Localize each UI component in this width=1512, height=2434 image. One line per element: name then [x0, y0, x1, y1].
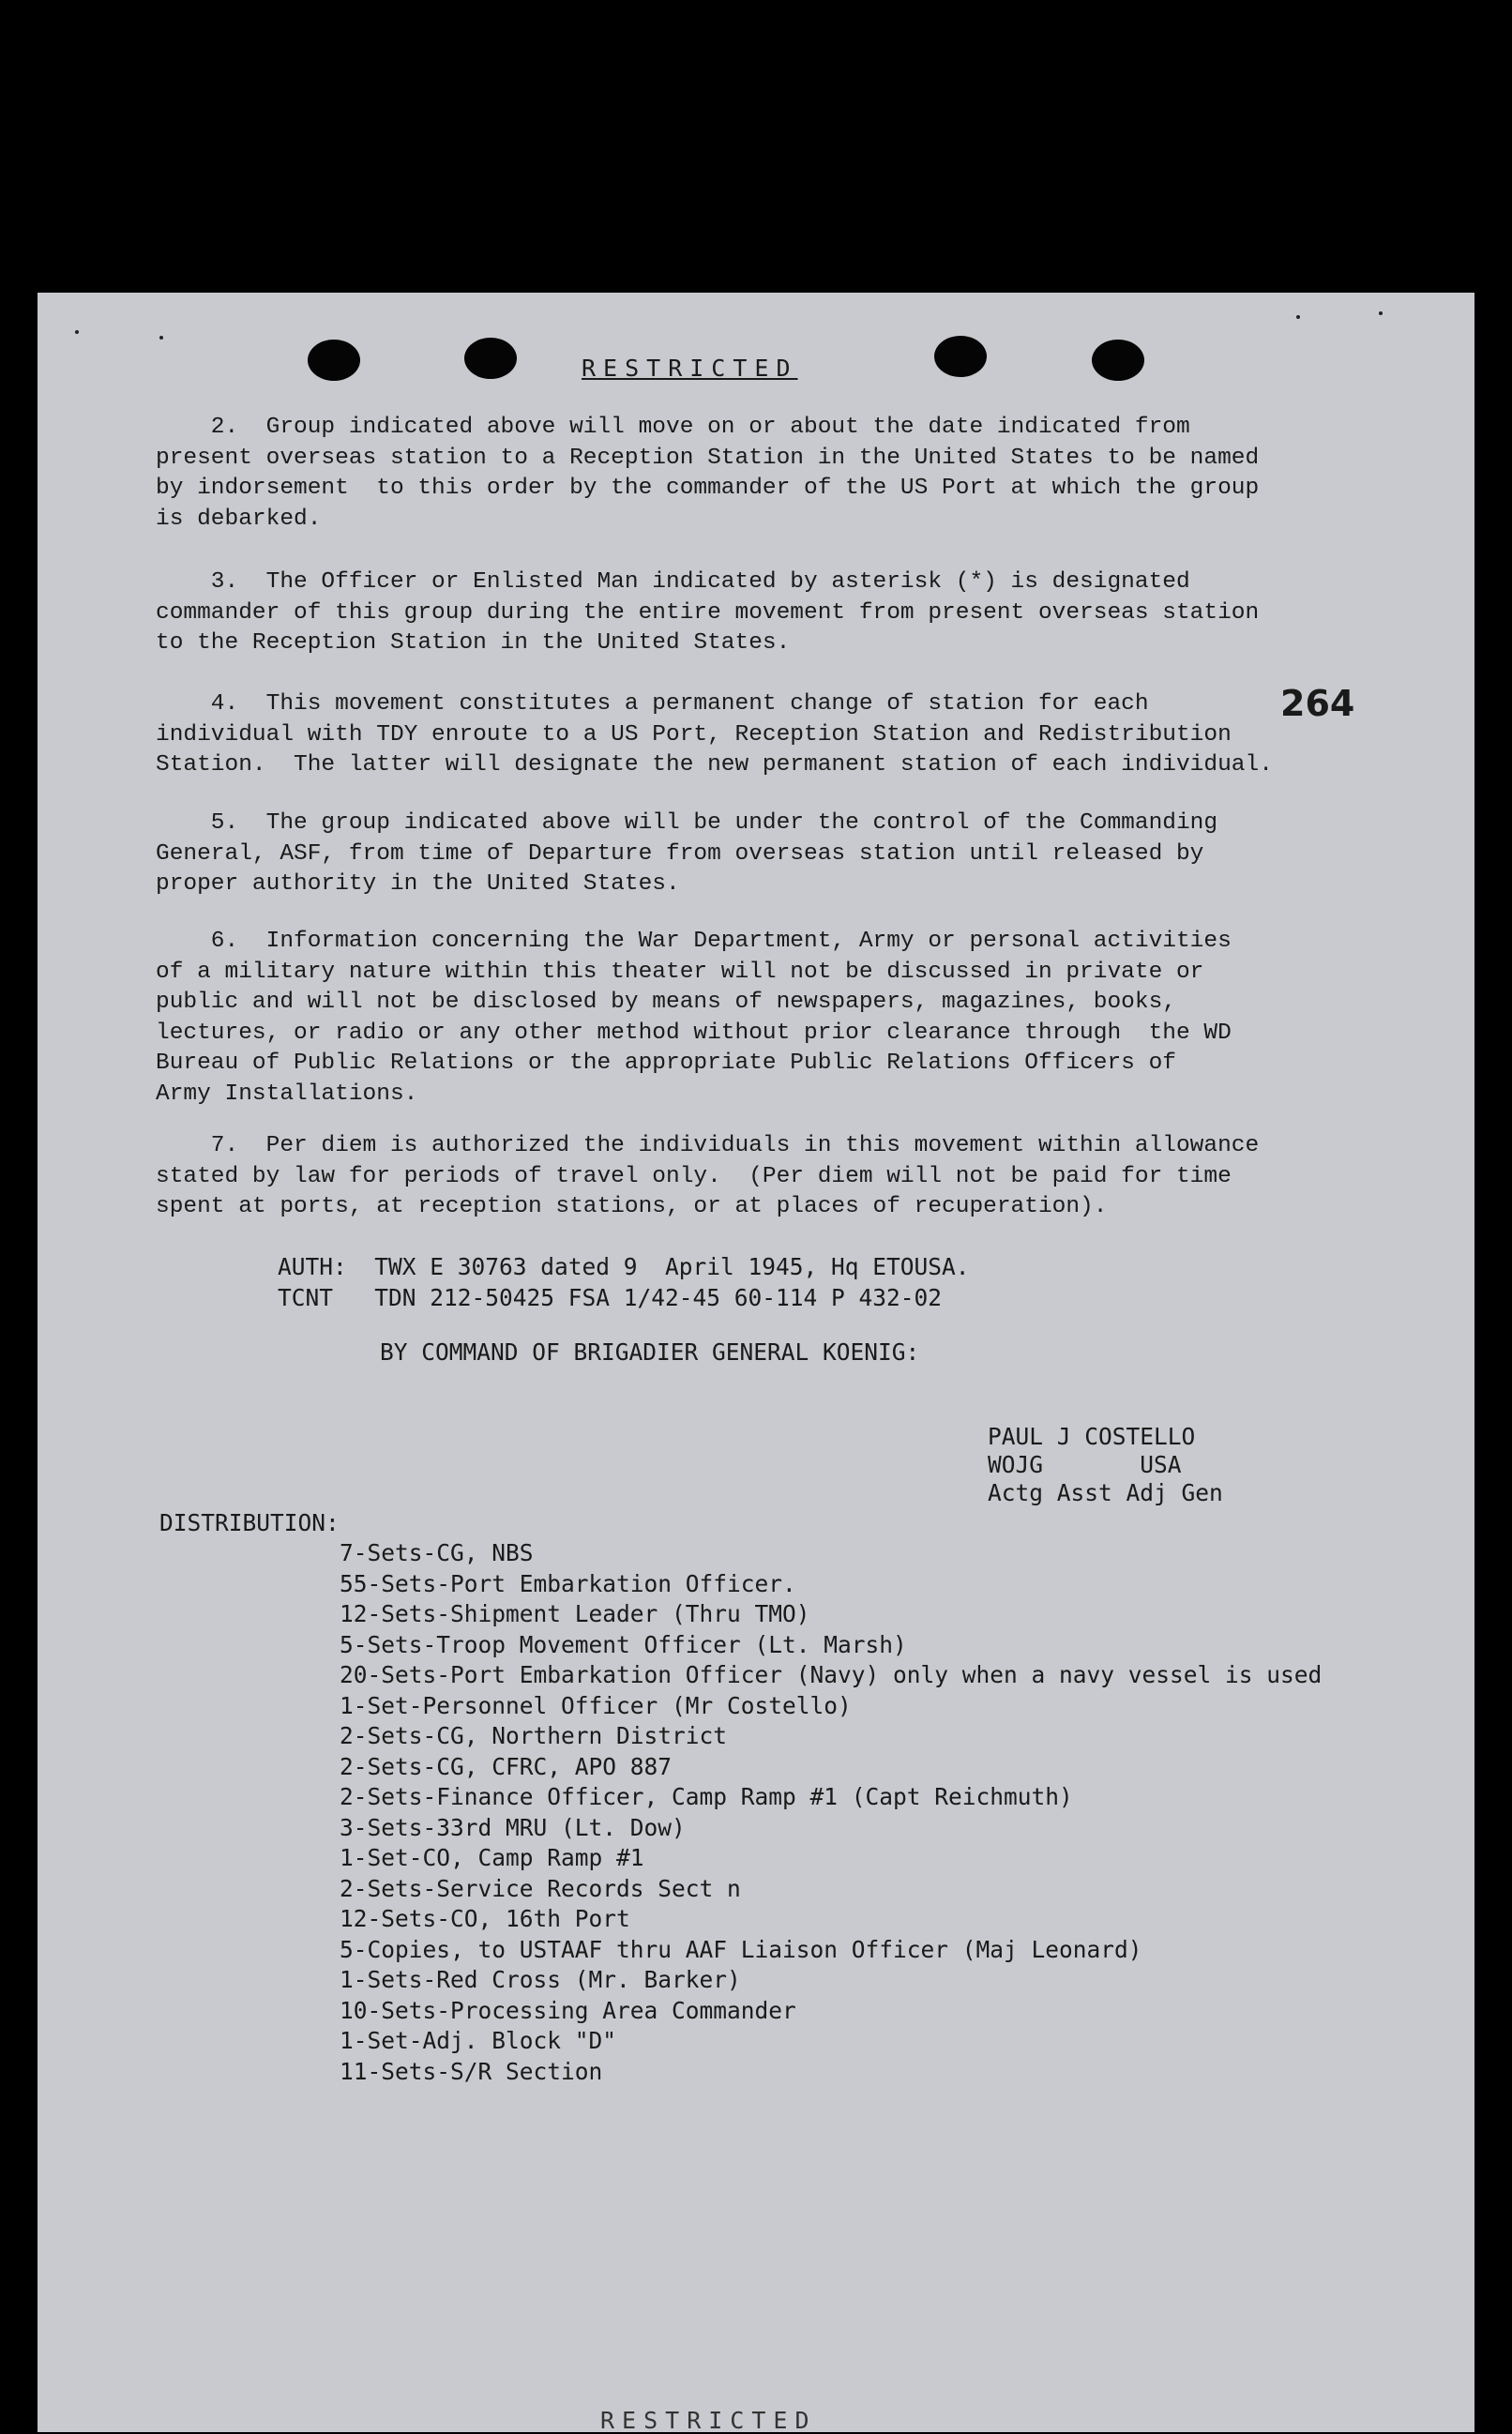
signature-rank: WOJG USA [988, 1451, 1182, 1478]
distribution-item: 2-Sets-Finance Officer, Camp Ramp #1 (Capt Reichmuth) [340, 1783, 1073, 1810]
signature-name: PAUL J COSTELLO [988, 1423, 1196, 1450]
signature-title: Actg Asst Adj Gen [988, 1479, 1223, 1506]
distribution-item: 2-Sets-CG, Northern District [340, 1722, 728, 1749]
distribution-item: 7-Sets-CG, NBS [340, 1539, 534, 1566]
speck [1379, 311, 1383, 315]
speck [159, 336, 163, 340]
auth-line: AUTH: TWX E 30763 dated 9 April 1945, Hq ETOUSA. [278, 1253, 970, 1280]
document-page [38, 293, 1474, 2432]
restricted-footer: RESTRICTED [600, 2407, 817, 2434]
distribution-item: 1-Set-CO, Camp Ramp #1 [340, 1844, 644, 1871]
tcnt-line: TCNT TDN 212-50425 FSA 1/42-45 60-114 P 432-02 [278, 1284, 943, 1311]
paragraph-7: 7. Per diem is authorized the individuals in this movement within allowance stated by law for periods of travel only. (Per diem will not be paid for time spent at ports, at reception stations, or at places of recuperation). [156, 1133, 1260, 1219]
distribution-item: 1-Set-Personnel Officer (Mr Costello) [340, 1691, 852, 1719]
distribution-label: DISTRIBUTION: [159, 1509, 340, 1536]
distribution-item: 2-Sets-Service Records Sect n [340, 1874, 741, 1902]
paragraph-3: 3. The Officer or Enlisted Man indicated by asterisk (*) is designated commander of this group during the entire movement from present overseas station to the Reception Station in the United States. [156, 569, 1260, 656]
distribution-item: 20-Sets-Port Embarkation Officer (Navy) only when a navy vessel is used [340, 1661, 1323, 1688]
distribution-item: 10-Sets-Processing Area Commander [340, 1996, 796, 2024]
paragraph-5: 5. The group indicated above will be under the control of the Commanding General, ASF, from time of Departure from overseas station until released by proper authority in the United States. [156, 810, 1218, 897]
distribution-item: 3-Sets-33rd MRU (Lt. Dow) [340, 1813, 686, 1841]
distribution-item: 5-Copies, to USTAAF thru AAF Liaison Officer (Maj Leonard) [340, 1935, 1142, 1963]
distribution-item: 11-Sets-S/R Section [340, 2057, 603, 2085]
distribution-item: 1-Sets-Red Cross (Mr. Barker) [340, 1966, 741, 1993]
distribution-item: 2-Sets-CG, CFRC, APO 887 [340, 1752, 673, 1780]
speck [75, 330, 79, 334]
punch-hole [934, 336, 987, 377]
restricted-header: RESTRICTED [582, 355, 798, 382]
distribution-item: 55-Sets-Port Embarkation Officer. [340, 1569, 796, 1597]
distribution-item: 12-Sets-CO, 16th Port [340, 1905, 630, 1932]
distribution-item: 5-Sets-Troop Movement Officer (Lt. Marsh) [340, 1630, 907, 1658]
paragraph-6: 6. Information concerning the War Department, Army or personal activities of a military nature within this theater will not be discussed in private or public and will not be disclosed by means of newspapers, magazines, books, lectures, or radio or any other method without prior clearance through the WD Bureau of Public Relations or the appropriate Public Relations Officers of Army Installations. [156, 929, 1232, 1107]
punch-hole [308, 340, 360, 381]
distribution-list [340, 1538, 1322, 2087]
distribution-item: 1-Set-Adj. Block "D" [340, 2027, 617, 2054]
paragraph-2: 2. Group indicated above will move on or about the date indicated from present overseas station to a Reception Station in the United States to be named by indorsement to this order by the commander of the US Port at which the group is debarked. [156, 415, 1260, 532]
by-command-line: BY COMMAND OF BRIGADIER GENERAL KOENIG: [380, 1338, 920, 1366]
paragraph-4: 4. This movement constitutes a permanent change of station for each individual with TDY enroute to a US Port, Reception Station and Redistribution Station. The latter will designate the new permanent station of each individual. [156, 691, 1273, 778]
distribution-item: 12-Sets-Shipment Leader (Thru TMO) [340, 1600, 810, 1627]
punch-hole [464, 338, 517, 379]
speck [1296, 315, 1300, 319]
page-number: 264 [1280, 683, 1355, 724]
punch-hole [1092, 340, 1144, 381]
